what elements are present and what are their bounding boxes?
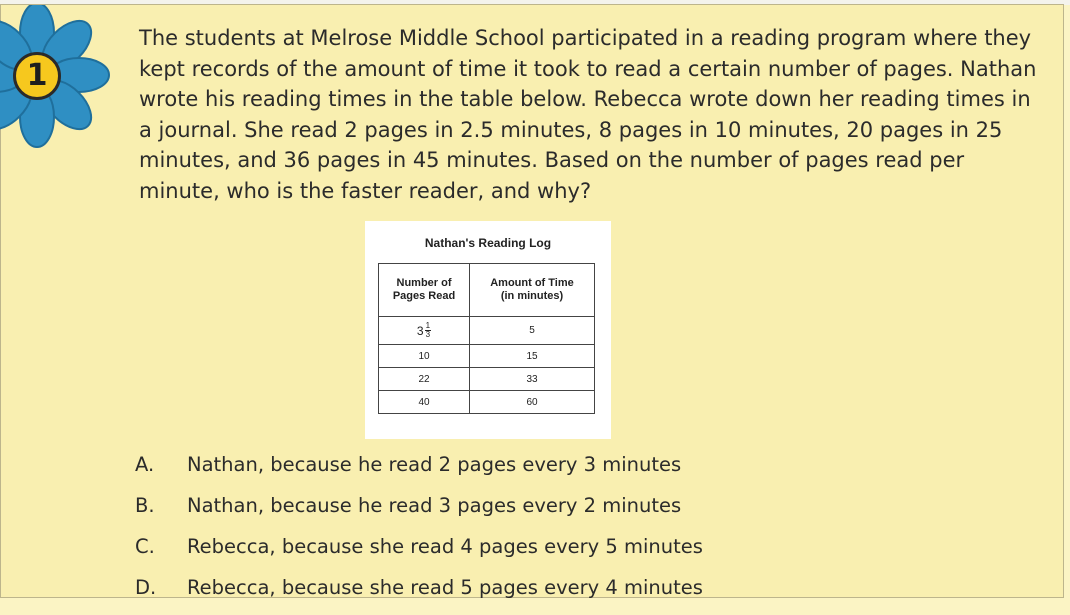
question-card (0, 4, 1064, 598)
pages-cell (379, 317, 470, 345)
choice-text: Rebecca, because she read 4 pages every 5 minutes (187, 535, 703, 558)
table-row (379, 391, 595, 414)
time-cell: 60 (470, 391, 595, 414)
time-cell: 33 (470, 368, 595, 391)
choice-d[interactable] (135, 574, 1015, 615)
choice-letter: B. (135, 494, 155, 517)
time-cell: 15 (470, 345, 595, 368)
table-row (379, 368, 595, 391)
table-row (379, 317, 595, 345)
choice-letter: C. (135, 535, 155, 558)
reading-log-title: Nathan's Reading Log (424, 236, 552, 250)
choice-c[interactable] (135, 533, 1015, 574)
choice-a[interactable] (135, 451, 1015, 492)
mixed-number: 3 $\frac{1}{3}$ (416, 321, 431, 339)
table-header-row (379, 264, 595, 317)
choice-text: Nathan, because he read 3 pages every 2 minutes (187, 494, 682, 517)
column-header-time: Amount of Time (in minutes) (470, 264, 595, 317)
choice-letter: D. (135, 576, 157, 599)
answer-choices (135, 451, 1015, 615)
reading-log-figure (365, 221, 611, 439)
pages-cell: 10 (379, 345, 470, 368)
question-number-badge: 1 (13, 52, 61, 100)
reading-log-table (378, 263, 595, 414)
table-row (379, 345, 595, 368)
choice-letter: A. (135, 453, 155, 476)
column-header-pages: Number of Pages Read (379, 264, 470, 317)
time-cell: 5 (470, 317, 595, 345)
choice-text: Rebecca, because she read 5 pages every 4 minutes (187, 576, 703, 599)
pages-cell: 40 (379, 391, 470, 414)
question-text: The students at Melrose Middle School participated in a reading program where they kept records of the amount of time it took to read a certain number of pages. Nathan wrote his reading times in the table below. Rebecca wrote down her reading times in a journal. She read 2 pages in 2.5 minutes, 8 pages in 10 minutes, 20 pages in 25 minutes, and 36 pages in 45 minutes. Based on the number of pages read per minute, who is the faster reader, and why? (139, 26, 1037, 203)
pages-cell: 22 (379, 368, 470, 391)
choice-b[interactable] (135, 492, 1015, 533)
choice-text: Nathan, because he read 2 pages every 3 minutes (187, 453, 682, 476)
